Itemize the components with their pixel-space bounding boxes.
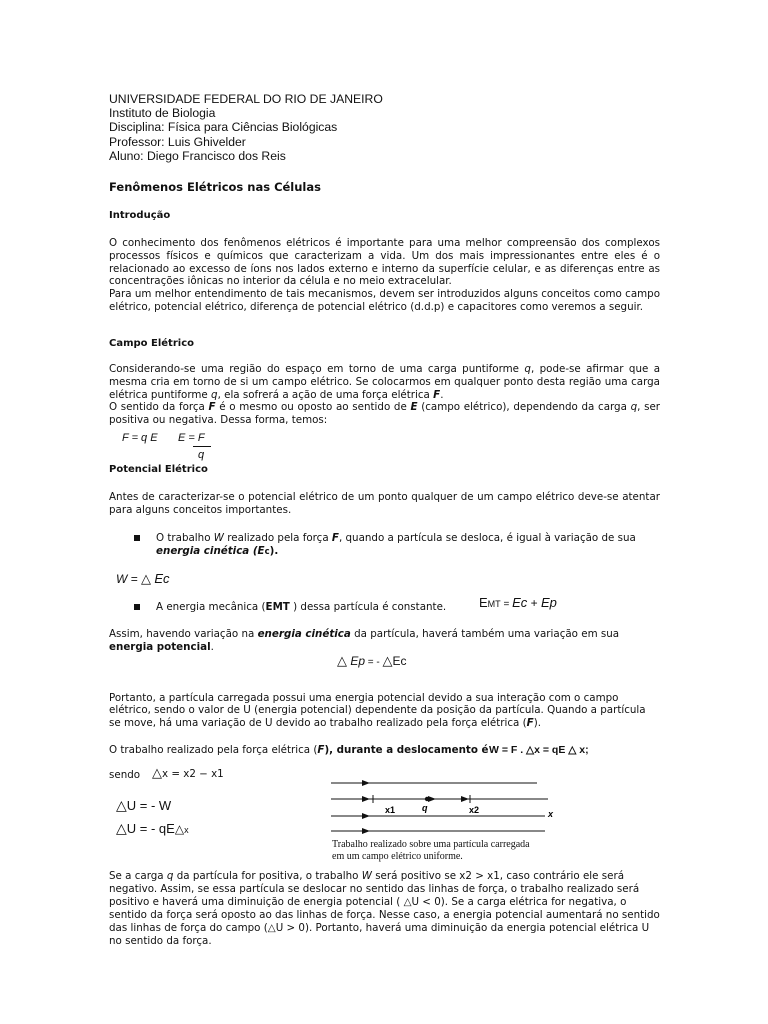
professor-line: Professor: Luis Ghivelder	[109, 134, 246, 149]
work-sentence: O trabalho realizado pela força elétrica (F), durante a deslocamento é	[109, 744, 489, 756]
potencial-intro: Antes de caracterizar-se o potencial elétrico de um ponto qualquer de um campo elétrico deve-se atentar para alguns conceitos importantes.	[109, 491, 660, 516]
potencial-paragraph-5: Se a carga q da partícula for positiva, o trabalho W será positivo se x2 > x1, caso contrário ele será negativo. Assim, se essa partícula se deslocar no sentido das linhas de força, o trabalho realizado será positivo e haverá uma diminuição de energia potencial ( △U < 0). Se a carga elétrica for negativa, o sentido da força será oposto ao das linhas de força. Nesse caso, a energia potencial aumentará no sentido das linhas de força do campo (△U > 0). Portanto, haverá uma diminuição da energia potencial elétrica U no sentido da força.	[109, 870, 660, 947]
formula-field-numerator: E = F	[178, 432, 205, 444]
institute-name: Instituto de Biologia	[109, 106, 216, 121]
formula-mechanical-energy: EMT = Ec + Ep	[479, 595, 557, 610]
sendo-label: sendo	[109, 769, 141, 781]
figure-caption: Trabalho realizado sobre uma partícula carregada em um campo elétrico uniforme.	[332, 839, 530, 862]
formula-potential-energy: △ Ep = - △Ec	[337, 653, 407, 668]
delta-icon: △	[174, 822, 185, 836]
formula-work-energy: W = △ Ec	[116, 571, 170, 586]
bullet-1	[134, 535, 140, 541]
campo-heading: Campo Elétrico	[109, 338, 194, 349]
fraction-bar	[193, 446, 211, 447]
intro-text-2: Para um melhor entendimento de tais mecanismos, devem ser introduzidos alguns conceitos como campo elétrico, potencial elétrico, diferença de potencial elétrico (d.d.p) e capacitores como veremos a seguir.	[109, 288, 660, 313]
student-line: Aluno: Diego Francisco dos Reis	[109, 148, 286, 163]
x1-label: x1	[385, 805, 396, 815]
sendo-formula: △x = x2 − x1	[152, 766, 224, 781]
potencial-paragraph-2: Assim, havendo variação na energia cinética da partícula, haverá também uma variação em sua energia potencial.	[109, 628, 620, 653]
bullet-2-text: A energia mecânica (EMT ) dessa partícula é constante.	[156, 601, 447, 613]
charge-label: q	[422, 803, 428, 813]
discipline-line: Disciplina: Física para Ciências Biológicas	[109, 120, 338, 135]
x2-label: x2	[469, 805, 480, 815]
campo-text-2: O sentido da força F é o mesmo ou oposto ao sentido de E (campo elétrico), dependendo da carga q, ser positiva ou negativa. Dessa forma, temos:	[109, 401, 661, 427]
intro-heading: Introdução	[109, 210, 171, 221]
document-header	[109, 92, 383, 163]
campo-paragraph	[109, 363, 660, 427]
bullet-1-text: O trabalho W realizado pela força F, quando a partícula se desloca, é igual à variação de sua energia cinética (Ec).	[156, 532, 636, 557]
formula-u-field: △U = - qE△x	[116, 820, 189, 836]
delta-icon: △	[403, 896, 412, 908]
delta-icon: △	[382, 653, 393, 668]
university-name: UNIVERSIDADE FEDERAL DO RIO DE JANEIRO	[109, 92, 383, 106]
delta-icon: △	[116, 797, 127, 813]
intro-paragraph	[109, 237, 660, 314]
delta-icon: △	[337, 653, 347, 668]
formula-field-denominator: q	[198, 449, 205, 461]
x-axis-label: x	[548, 809, 554, 819]
delta-icon: △	[267, 922, 276, 934]
intro-text-1: O conhecimento dos fenômenos elétricos é importante para uma melhor compreensão dos complexos processos físicos e químicos que caracterizam a vida. Um dos mais impressionantes entre eles é o relacionado ao excesso de íons nos lados externo e interno da superfície celular, e as diferenças entre as concentrações iônicas no interior da célula e no meio extracelular.	[109, 237, 660, 288]
potencial-heading: Potencial Elétrico	[109, 464, 208, 475]
bullet-2	[134, 604, 140, 610]
formula-u-work: △U = - W	[116, 797, 172, 813]
document-title: Fenômenos Elétricos nas Células	[109, 180, 321, 194]
formula-work: W = F . △x = qE △ x;	[489, 744, 589, 756]
campo-text-1: Considerando-se uma região do espaço em torno de uma carga puntiforme q, pode-se afirmar que a mesma cria em torno de si um campo elétrico. Se colocarmos em qualquer ponto desta região uma carga elétrica puntiforme q, ela sofrerá a ação de uma força elétrica F.	[109, 363, 661, 401]
field-lines-figure	[325, 774, 555, 836]
formula-force: F = q E	[122, 432, 158, 444]
potencial-paragraph-3: Portanto, a partícula carregada possui uma energia potencial devido a sua interação com o campo elétrico, sendo o valor de U (energia potencial) dependente da posição da partícula. Quando a partícula se move, há uma variação de U devido ao trabalho realizado pela força elétrica (F).	[109, 692, 646, 729]
delta-icon: △	[152, 766, 162, 781]
delta-icon: △	[141, 571, 152, 586]
charge-particle	[425, 797, 429, 801]
delta-icon: △	[116, 820, 127, 836]
